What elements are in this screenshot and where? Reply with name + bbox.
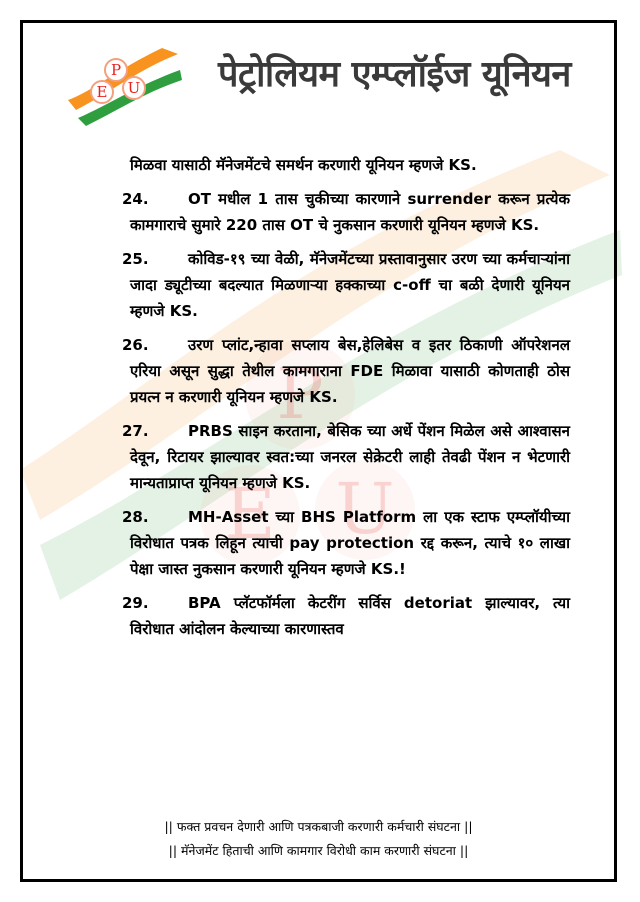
item-text: उरण प्लांट,न्हावा सप्लाय बेस,हेलिबेस व इतर ठिकाणी ऑपरेशनल एरिया असून सुद्धा तेथील कामगाराना FDE मिळावा यासाठी कोणताही ठोस प्रयत्न न करणारी यूनियन म्हणजे KS. (130, 336, 570, 406)
logo-letter-p: P (110, 61, 122, 79)
item-number: 28. (122, 508, 149, 526)
continued-paragraph: मिळवा यासाठी मॅनेजमेंटचे समर्थन करणारी यूनियन म्हणजे KS. (130, 156, 477, 174)
item-text: MH-Asset च्या BHS Platform ला एक स्टाफ एम्प्लॉयीच्या विरोधात पत्रक लिहून त्याची pay protection रद्द करून, त्याचे १० लाखा पेक्षा जास्त नुकसान करणारी यूनियन म्हणजे KS.! (130, 508, 570, 578)
item-text: BPA प्लॅटफॉर्मला केटरींग सर्विस detoriat झाल्यावर, त्या विरोधात आंदोलन केल्याच्या कारणास्तव (130, 594, 570, 638)
logo-letter-e: E (96, 83, 108, 101)
peu-logo (66, 30, 186, 130)
item-number: 26. (122, 336, 149, 354)
document-body (122, 152, 570, 642)
item-number: 29. (122, 594, 149, 612)
item-number: 25. (122, 250, 149, 268)
item-text: OT मधील 1 तास चुकीच्या कारणाने surrender करून प्रत्येक कामगाराचे सुमारे 220 तास OT चे नुकसान करणारी यूनियन म्हणजे KS. (130, 190, 570, 234)
footer-slogan-2: || मॅनेजमेंट हिताची आणि कामगार विरोधी काम करणारी संघटना || (168, 843, 469, 858)
watermark-letter-e: E (224, 473, 276, 555)
footer-slogan-1: || फक्त प्रवचन देणारी आणि पत्रकबाजी करणारी कर्मचारी संघटना || (164, 819, 473, 834)
watermark-letter-p: P (276, 353, 324, 435)
list-item (122, 418, 570, 496)
list-item (122, 504, 570, 582)
logo-letter-u: U (127, 79, 141, 97)
item-number: 24. (122, 190, 149, 208)
item-number: 27. (122, 422, 149, 440)
list-item (122, 186, 570, 238)
item-text: कोविड-१९ च्या वेळी, मॅनेजमेंटच्या प्रस्तावानुसार उरण च्या कर्मचाऱ्यांना जादा ड्यूटीच्या बदल्यात मिळणाऱ्या हक्काच्या c-off चा बळी देणारी यूनियन म्हणजे KS. (130, 250, 570, 320)
list-item (122, 332, 570, 410)
watermark-letter-u: U (335, 468, 395, 550)
item-text: PRBS साइन करताना, बेसिक च्या अर्धे पेंशन मिळेल असे आश्वासन देवून, रिटायर झाल्यावर स्वत:च्या जनरल सेक्रेटरी लाही तेवढी पेंशन न भेटणारी मान्यताप्राप्त यूनियन म्हणजे KS. (130, 422, 570, 492)
union-title: पेट्रोलियम एम्प्लॉईज यूनियन (218, 54, 571, 95)
list-item (122, 590, 570, 642)
list-item (122, 246, 570, 324)
